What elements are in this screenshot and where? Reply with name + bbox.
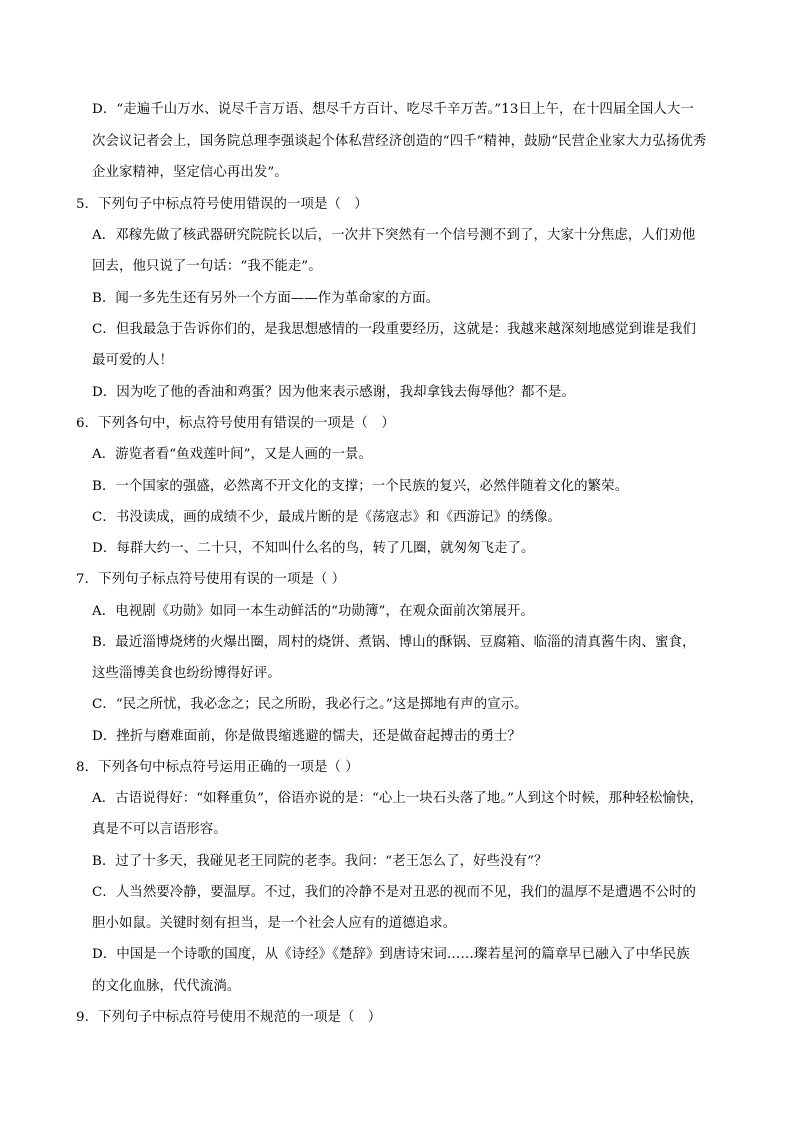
option-d: D．中国是一个诗歌的国度，从《诗经》《楚辞》到唐诗宋词……璨若星河的篇章早已融入了中华民族 xyxy=(92,947,690,962)
option-a: A．邓稼先做了核武器研究院院长以后，一次井下突然有一个信号测不到了，大家十分焦虑，人们劝他 xyxy=(92,228,696,243)
option-text-line: 真是不可以言语形容。 xyxy=(92,822,227,837)
question-stem: 9．下列句子中标点符号使用不规范的一项是（ ） xyxy=(76,1010,382,1025)
option-c: C．人当然要冷静，要温厚。不过，我们的冷静不是对丑恶的视而不见，我们的温厚不是遭遇不公时的 xyxy=(92,885,696,900)
option-c: C．但我最急于告诉你们的，是我思想感情的一段重要经历，这就是：我越来越深刻地感觉到谁是我们 xyxy=(92,322,696,337)
option-text-line: D．“走遍千山万水、说尽千言万语、想尽千方百计、吃尽千辛万苦。”13日上午，在十四届全国人大一 xyxy=(92,102,694,117)
option-b: B．最近淄博烧烤的火爆出圈，周村的烧饼、煮锅、博山的酥锅、豆腐箱、临淄的清真酱牛肉、蜜食， xyxy=(92,635,696,650)
option-d: D．每群大约一、二十只，不知叫什么名的鸟，转了几圈，就匆匆飞走了。 xyxy=(92,541,535,556)
option-text-line: 这些淄博美食也纷纷博得好评。 xyxy=(92,666,281,681)
option-c: C．书没读成，画的成绩不少，最成片断的是《荡寇志》和《西游记》的绣像。 xyxy=(92,510,562,525)
option-text-line: 的文化血脉，代代流淌。 xyxy=(92,979,241,994)
option-b: B．闻一多先生还有另外一个方面——作为革命家的方面。 xyxy=(92,291,440,306)
question-stem: 8．下列各句中标点符号运用正确的一项是（ ） xyxy=(76,760,359,775)
option-b: B．一个国家的强盛，必然离不开文化的支撑；一个民族的复兴，必然伴随着文化的繁荣。 xyxy=(92,479,629,494)
option-c: C．“民之所忧，我必念之；民之所盼，我必行之。”这是掷地有声的宣示。 xyxy=(92,697,528,712)
option-a: A．游览者看“鱼戏莲叶间”，又是人画的一景。 xyxy=(92,447,372,462)
question-stem: 5．下列句子中标点符号使用错误的一项是（ ） xyxy=(76,197,368,212)
option-text-line: 企业家精神，坚定信心再出发”。 xyxy=(92,165,288,180)
option-text-line: 回去，他只说了一句话：“我不能走”。 xyxy=(92,259,322,274)
option-b: B．过了十多天，我碰见老王同院的老李。我问：“老王怎么了，好些没有”？ xyxy=(92,854,548,869)
option-d: D．因为吃了他的香油和鸡蛋？因为他来表示感谢，我却拿钱去侮辱他？都不是。 xyxy=(92,385,576,400)
option-text-line: 胆小如鼠。关键时刻有担当，是一个社会人应有的道德追求。 xyxy=(92,916,457,931)
option-a: A．古语说得好：“如释重负”，俗语亦说的是：“心上一块石头落了地。”人到这个时候，那种轻松愉快， xyxy=(92,791,703,806)
option-a: A．电视剧《功勋》如同一本生动鲜活的“功勋簿”，在观众面前次第展开。 xyxy=(92,604,534,619)
option-d: D．挫折与磨难面前，你是做畏缩逃避的懦夫，还是做奋起搏击的勇士？ xyxy=(92,729,522,744)
option-text-line: 最可爱的人！ xyxy=(92,353,173,368)
question-stem: 6．下列各句中，标点符号使用有错误的一项是（ ） xyxy=(76,416,395,431)
question-stem: 7．下列句子标点符号使用有误的一项是（ ） xyxy=(76,572,346,587)
option-text-line: 次会议记者会上，国务院总理李强谈起个体私营经济创造的“四千”精神，鼓励“民营企业家大力弘扬优秀 xyxy=(92,134,707,149)
